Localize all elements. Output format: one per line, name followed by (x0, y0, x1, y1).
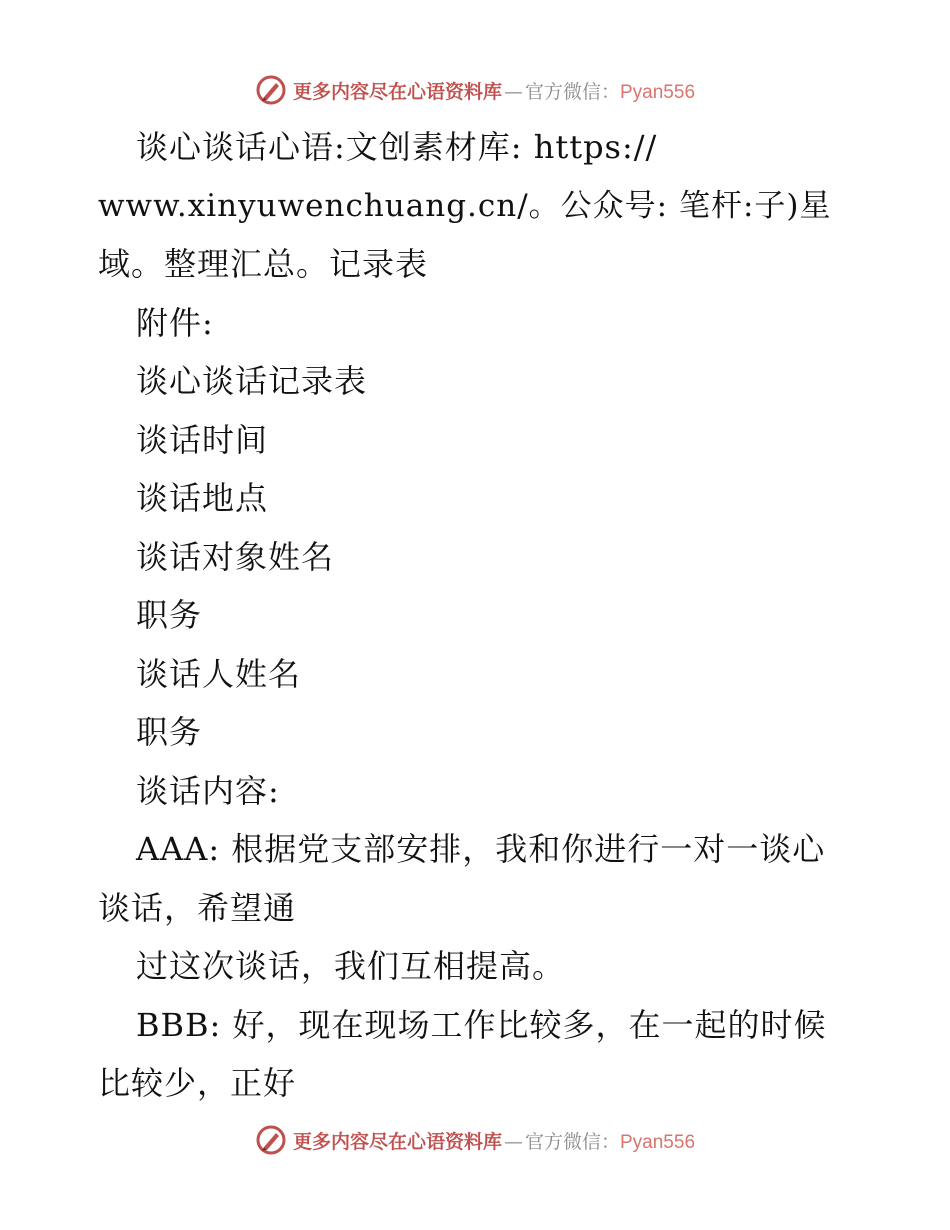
banner-dash: — (503, 80, 523, 103)
banner-main-text: 更多内容尽在心语资料库 (292, 80, 502, 103)
text-line: 域。整理汇总。记录表 (98, 245, 429, 283)
header-watermark-banner (0, 70, 950, 110)
text-line: 过这次谈话，我们互相提高。 (136, 947, 566, 985)
text-line: www.xinyuwenchuang.cn/。公众号: 笔杆:子)星 (98, 187, 832, 224)
text-line: 谈心谈话心语:文创素材库: https:// (136, 128, 658, 166)
banner-dash: — (503, 1130, 523, 1153)
banner-wechat-id: Pyan556 (620, 81, 696, 103)
pen-logo-icon (255, 1124, 287, 1156)
text-line: 谈话对象姓名 (136, 537, 335, 576)
footer-watermark-banner (0, 1120, 950, 1160)
text-line: 谈话，希望通 (98, 888, 297, 927)
text-line: 职务 (136, 713, 203, 751)
pen-logo-icon (255, 74, 287, 106)
text-line: 谈话人姓名 (136, 654, 302, 693)
banner-text (293, 77, 695, 104)
text-line: 比较少，正好 (98, 1064, 297, 1102)
banner-suffix-text: 官方微信： (524, 80, 620, 103)
text-line: BBB: 好，现在现场工作比较多，在一起的时候 (136, 1005, 827, 1044)
banner-text (293, 1127, 695, 1154)
text-line: 谈话地点 (136, 479, 269, 517)
document-body (98, 118, 838, 1113)
text-line: 谈话时间 (136, 420, 269, 459)
text-line: 谈心谈话记录表 (136, 362, 368, 400)
banner-suffix-text: 官方微信： (524, 1130, 620, 1153)
text-line: AAA: 根据党支部安排，我和你进行一对一谈心 (136, 830, 826, 868)
text-line: 附件: (136, 303, 214, 342)
text-line: 谈话内容: (136, 771, 280, 810)
banner-main-text: 更多内容尽在心语资料库 (292, 1130, 502, 1153)
text-line: 职务 (136, 596, 203, 634)
banner-wechat-id: Pyan556 (620, 1131, 696, 1153)
